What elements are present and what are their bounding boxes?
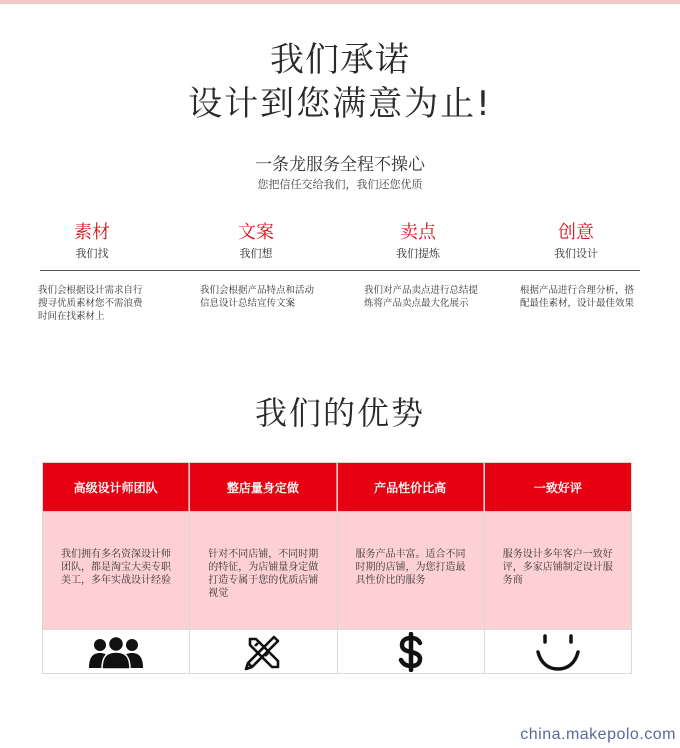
service-slogan: 一条龙服务全程不操心	[255, 155, 425, 175]
advantage-body: 我们拥有多名资深设计师团队，都是淘宝大卖专职美工，多年实战设计经验	[43, 511, 189, 629]
advantage-body: 服务产品丰富。适合不同时期的店铺，为您打造最具性价比的服务	[338, 511, 484, 629]
step-selling-points	[348, 222, 488, 262]
advantage-body: 服务设计多年客户一致好评，多家店铺制定设计服务商	[485, 511, 631, 629]
advantage-column	[43, 463, 190, 673]
team-icon	[89, 635, 143, 669]
step-title: 创意	[558, 222, 594, 243]
step-description: 根据产品进行合理分析，搭配最佳素材，设计最佳效果	[520, 285, 635, 309]
step-description: 我们对产品卖点进行总结提炼将产品卖点最大化展示	[364, 285, 479, 309]
step-description: 我们会根据设计需求自行搜寻优质素材您不需浪费时间在找素材上	[38, 285, 143, 322]
watermark: china.makepolo.com	[520, 726, 676, 743]
step-subtitle: 我们找	[75, 247, 109, 260]
advantages-title: 我们的优势	[254, 394, 425, 432]
step-description: 我们会根据产品特点和活动信息设计总结宣传文案	[200, 285, 315, 309]
advantage-body: 针对不同店铺，不同时期的特征，为店铺量身定做打造专属于您的优质店铺视觉	[190, 511, 336, 629]
advantage-header: 产品性价比高	[338, 463, 484, 511]
advantages-table	[42, 462, 632, 674]
step-materials	[22, 222, 162, 262]
advantage-header: 高级设计师团队	[43, 463, 189, 511]
advantage-column	[190, 463, 337, 673]
step-title: 卖点	[400, 222, 436, 243]
timeline-line	[40, 270, 640, 271]
step-subtitle: 我们提炼	[396, 247, 440, 260]
step-subtitle: 我们想	[239, 247, 273, 260]
step-title: 文案	[238, 222, 274, 243]
advantage-column	[338, 463, 485, 673]
step-copywriting	[186, 222, 326, 262]
promise-title: 我们承诺	[270, 40, 410, 80]
service-slogan-sub: 您把信任交给我们，我们还您优质	[257, 178, 423, 191]
smiley-icon	[535, 632, 581, 672]
advantage-header: 整店量身定做	[190, 463, 336, 511]
dollar-icon	[398, 632, 424, 672]
top-decoration-strip	[0, 0, 680, 4]
advantage-header: 一致好评	[485, 463, 631, 511]
advantage-column	[485, 463, 631, 673]
promise-subtitle: 设计到您满意为止!	[188, 84, 492, 124]
step-subtitle: 我们设计	[554, 247, 598, 260]
step-title: 素材	[74, 222, 110, 243]
design-tools-icon	[244, 633, 282, 671]
step-creative	[506, 222, 646, 262]
